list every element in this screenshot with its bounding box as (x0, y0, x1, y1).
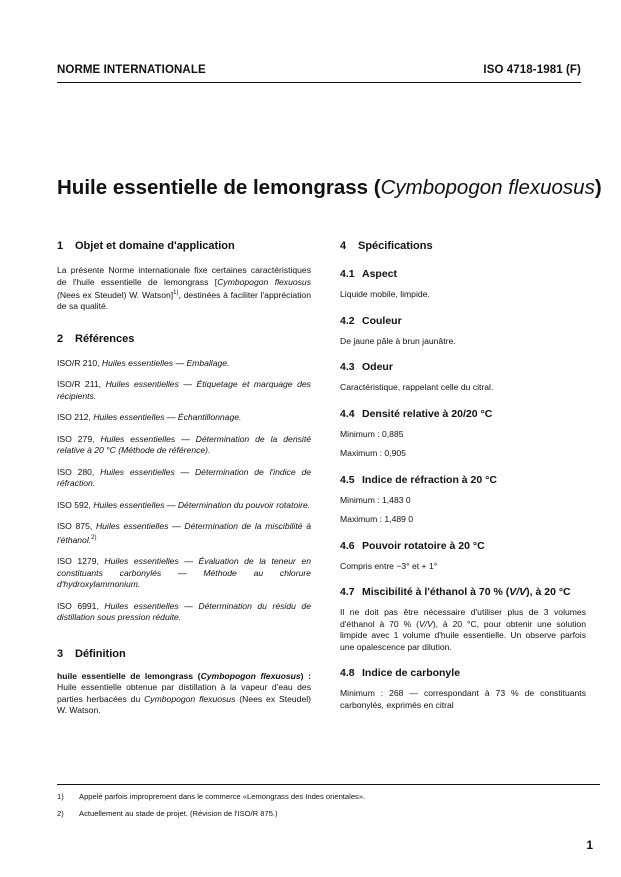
section-1-text: La présente Norme internationale fixe certaines caractéristiques de l'huile essentielle de lemongrass [Cymbopogon flexuosus (Nees ex Steudel) W. Watson]$^{1)}$, destinées à faciliter l'appréciation de sa qualité. (57, 265, 311, 312)
section-4-heading: 4 Spécifications (340, 240, 433, 252)
subsection-heading: 4.2 Couleur (340, 314, 402, 327)
right-column (340, 240, 586, 711)
subsection-text: Minimum : 268 — correspondant à 73 % de constituants carbonylés, exprimés en citral (340, 688, 586, 710)
subsection-text: Compris entre −3° et + 1° (340, 560, 438, 571)
subsection-text: Liquide mobile, limpide. (340, 289, 430, 299)
header-rule (57, 82, 581, 83)
subsection-heading: 4.1 Aspect (340, 268, 398, 280)
subsection-text: Il ne doit pas être nécessaire d'utiliser plus de 3 volumes d'éthanol à 70 % (V/V), à 20 °C, pour obtenir une solution limpide avec 1 volume d'huile essentielle. Un observe parfois une opalescence par dilution. (340, 607, 586, 652)
reference-item: ISO 875, Huiles essentielles — Détermination de la miscibilité à l'éthanol.$^{2)}$ (57, 521, 311, 545)
reference-item: ISO 592, Huiles essentielles — Détermination du pouvoir rotatoire. (57, 499, 311, 510)
subsection-heading: 4.5 Indice de réfraction à 20 °C (340, 473, 497, 486)
subsection-text: De jaune pâle à brun jaunâtre. (340, 335, 456, 346)
spec-minimum: Minimum : 0,885 (340, 428, 404, 439)
footnote: 2) Actuellement au stade de projet. (Révision de l'ISO/R 875.) (57, 809, 278, 818)
reference-item: ISO/R 211, Huiles essentielles — Étiquetage et marquage des récipients. (57, 379, 311, 401)
reference-item: ISO 1279, Huiles essentielles — Évaluation de la teneur en constituants carbonylés — Méthode au chlorure d'hydroxylammonium. (57, 556, 311, 590)
spec-minimum: Minimum : 1,483 0 (340, 494, 411, 505)
section-2-heading: 2 Références (57, 332, 135, 345)
header-standard-label: NORME INTERNATIONALE (57, 64, 206, 76)
spec-maximum: Maximum : 0,905 (340, 448, 406, 458)
subsection-heading: 4.3 Odeur (340, 361, 393, 373)
reference-item: ISO 212, Huiles essentielles — Échantillonnage. (57, 412, 242, 423)
subsection-heading: 4.8 Indice de carbonyle (340, 667, 461, 679)
subsection-heading: 4.7 Miscibilité à l'éthanol à 70 % (V/V), à 20 °C (340, 586, 571, 598)
spec-maximum: Maximum : 1,489 0 (340, 514, 414, 524)
subsection-text: Caractéristique, rappelant celle du citral. (340, 382, 494, 392)
reference-item: ISO 279, Huiles essentielles — Détermination de la densité relative à 20 °C (Méthode de référence). (57, 433, 311, 456)
section-3-heading: 3 Définition (57, 647, 126, 660)
section-3-text: huile essentielle de lemongrass (Cymbopogon flexuosus) : Huile essentielle obtenue par distillation à la vapeur d'eau des parties herbacées du Cymbopogon flexuosus (Nees ex Steudel) W. Watson. (57, 670, 312, 716)
reference-item: ISO 6991, Huiles essentielles — Détermination du résidu de distillation sous pression réduite. (57, 600, 311, 623)
page-title: Huile essentielle de lemongrass (Cymbopogon flexuosus) (57, 176, 602, 199)
page-number: 1 (586, 838, 593, 852)
footnote: 1) Appelé parfois improprement dans le commerce «Lemongrass des Indes orientales». (57, 792, 366, 801)
header-standard-number: ISO 4718-1981 (F) (483, 64, 581, 76)
subsection-heading: 4.4 Densité relative à 20/20 °C (340, 407, 493, 420)
left-column (57, 240, 311, 717)
section-1-heading: 1 Objet et domaine d'application (57, 240, 235, 252)
subsection-heading: 4.6 Pouvoir rotatoire à 20 °C (340, 539, 485, 552)
reference-item: ISO/R 210, Huiles essentielles — Emballage. (57, 357, 230, 368)
footnote-rule (57, 784, 600, 785)
reference-item: ISO 280, Huiles essentielles — Détermination de l'indice de réfraction. (57, 466, 311, 489)
